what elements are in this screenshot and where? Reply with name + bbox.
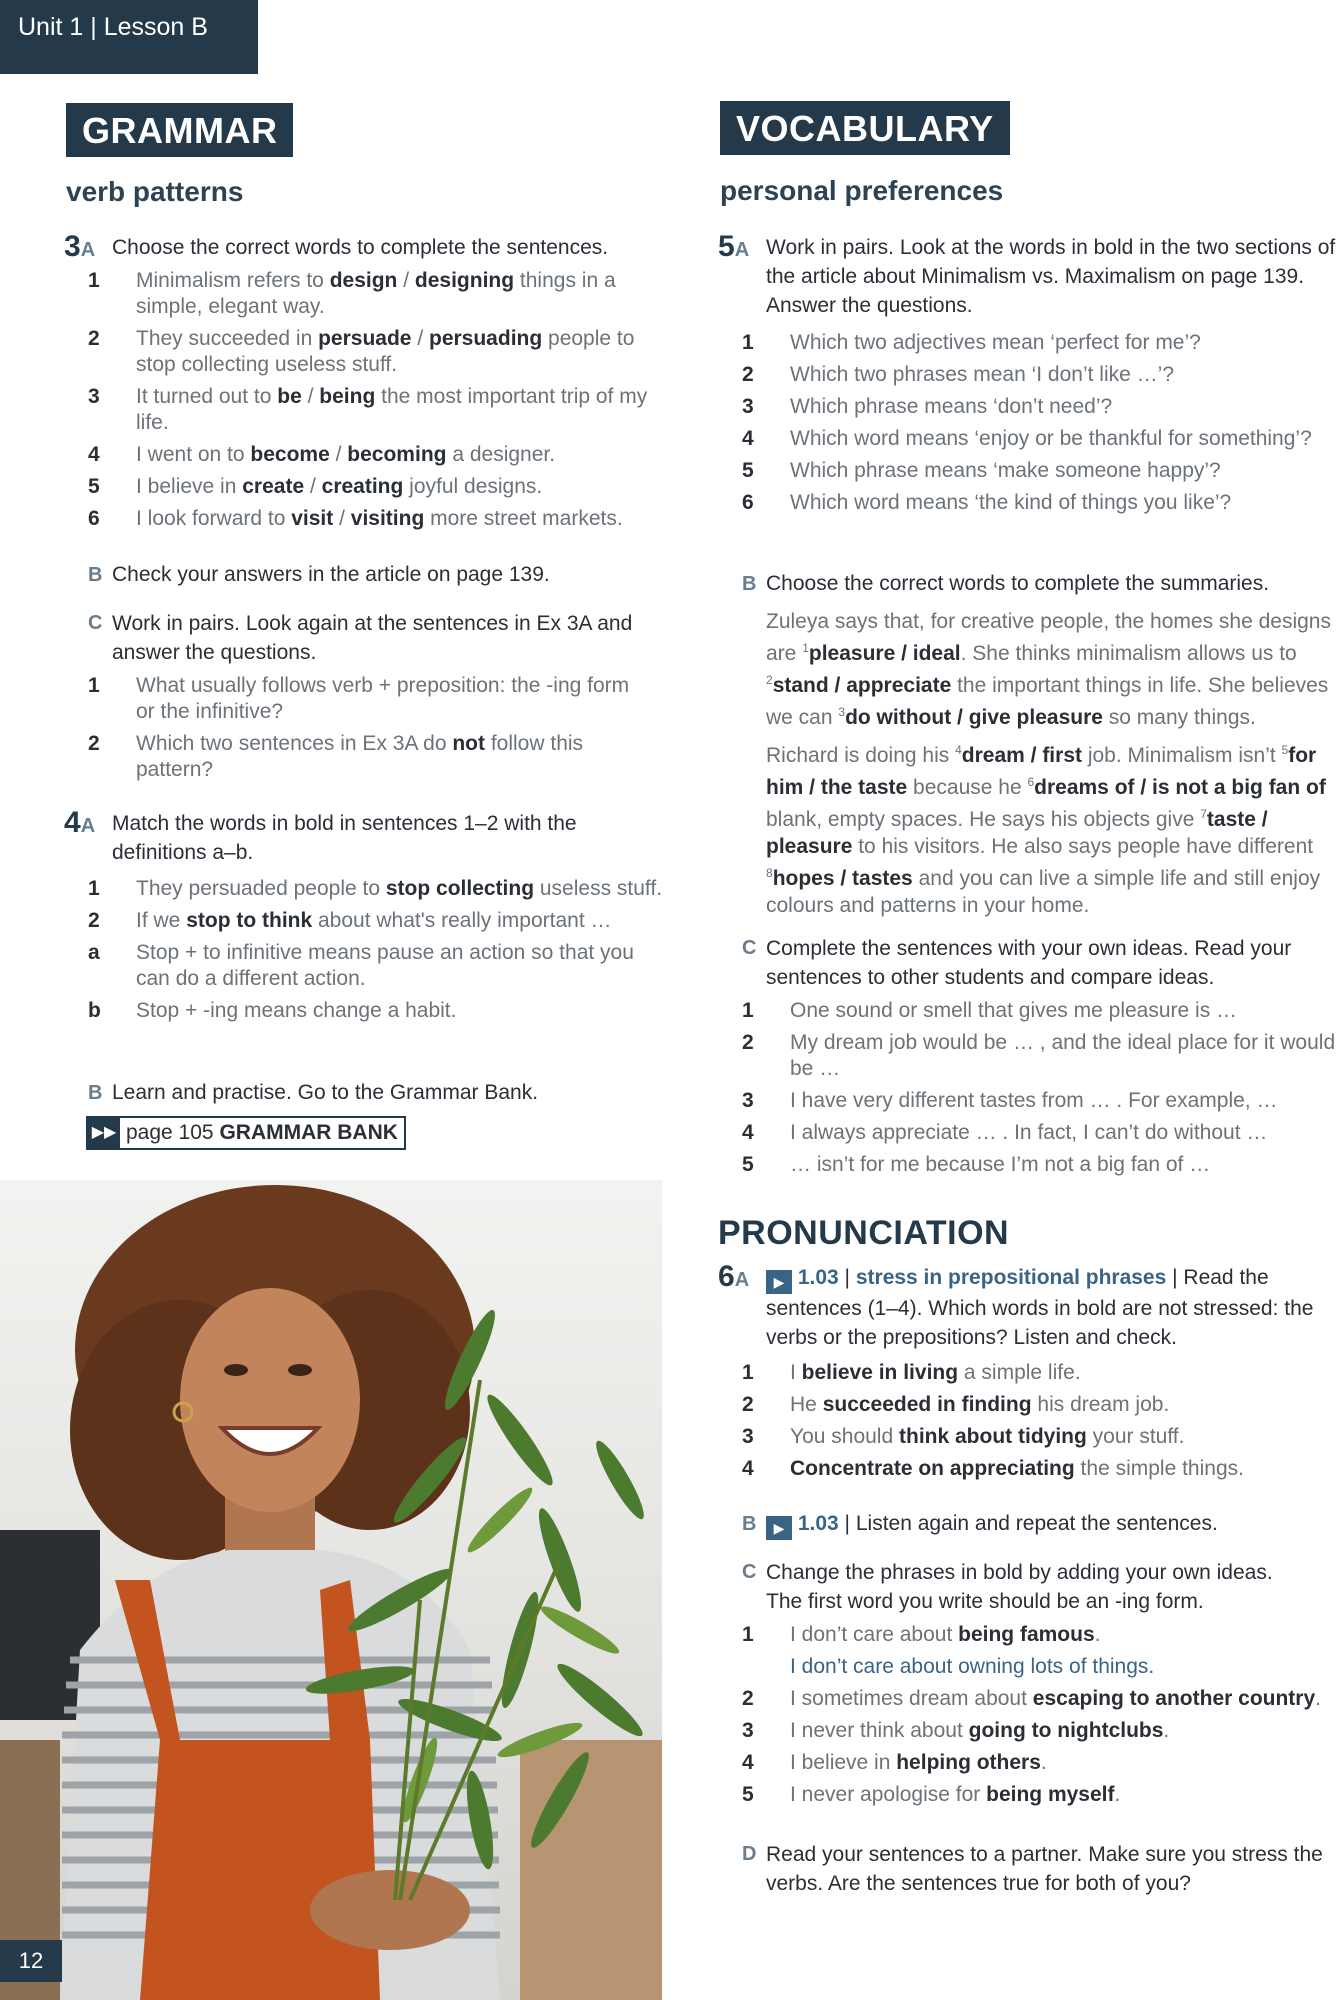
list-item: 2 Which two sentences in Ex 3A do not follow this pattern? (88, 732, 584, 781)
exercise-letter: C (742, 937, 757, 959)
link-bank: GRAMMAR BANK (219, 1121, 398, 1144)
list-item: 3 It turned out to be / being the most important trip of my life. (88, 385, 648, 434)
exercise-number: 5 (718, 230, 735, 263)
exercise-instruction: Read your sentences to a partner. Make sure you stress the verbs. Are the sentences true for both of you? (766, 1843, 1323, 1895)
exercise-instruction: Listen again and repeat the sentences. (855, 1512, 1218, 1535)
exercise-3b (88, 560, 668, 589)
list-item: 3 You should think about tidying your stuff. (742, 1425, 1185, 1448)
list-item: 3 I have very different tastes from … . For example, … (742, 1089, 1278, 1112)
exercise-letter: B (88, 1082, 103, 1104)
vocabulary-subtitle: personal preferences (720, 175, 1004, 206)
audio-icon[interactable]: ▶ (766, 1516, 792, 1540)
exercise-letter: C (742, 1561, 757, 1583)
exercise-5b (742, 569, 1338, 919)
exercise-instruction: Check your answers in the article on page 139. (112, 563, 550, 586)
list-item: 1 What usually follows verb + preposition: the -ing form or the infinitive? (88, 674, 630, 723)
photo-illustration (0, 1180, 662, 2000)
list-item: 2 If we stop to think about what's really important … (88, 909, 612, 932)
list-item: 2 My dream job would be … , and the ideal place for it would be … (742, 1031, 1336, 1080)
list-item: 3 I never think about going to nightclubs. (742, 1719, 1170, 1742)
exercise-6c (742, 1558, 1338, 1808)
vocabulary-heading: VOCABULARY (720, 101, 1010, 155)
list-item: 4 I always appreciate … . In fact, I can’t do without … (742, 1121, 1268, 1144)
exercise-instruction: Learn and practise. Go to the Grammar Bank. (112, 1081, 539, 1104)
exercise-6b: B ▶ 1.03 | Listen again and repeat the sentences. (742, 1509, 1338, 1540)
exercise-instruction: Work in pairs. Look at the words in bold in the two sections of the article about Minimalism vs. Maximalism on page 139. Answer the questions. (766, 236, 1336, 317)
exercise-6a (718, 1260, 1338, 1482)
exercise-letter: C (88, 612, 103, 634)
summary-zuleya: Zuleya says that, for creative people, the homes she designs are $^1$pleasure / ideal. She thinks minimalism allows us to $^2$stand / appreciate the important things in life. She believes we can $^3$do without / give pleasure so many things. (766, 610, 1331, 729)
unit-label: Unit 1 (18, 13, 84, 41)
exercise-letter: A (734, 239, 750, 261)
audio-track-number: 1.03 (797, 1512, 839, 1535)
list-item: 2 Which two phrases mean ‘I don’t like …’? (742, 363, 1174, 386)
audio-icon[interactable]: ▶ (766, 1270, 792, 1294)
exercise-4b (88, 1078, 668, 1107)
list-item: 1 They persuaded people to stop collecting useless stuff. (88, 877, 663, 900)
exercise-letter: A (80, 815, 96, 837)
list-item: 3 Which phrase means ‘don’t need’? (742, 395, 1113, 418)
exercise-5a (718, 230, 1338, 516)
grammar-heading: GRAMMAR (66, 103, 293, 157)
definition-item: b Stop + -ing means change a habit. (88, 999, 457, 1022)
list-item: 5 … isn’t for me because I’m not a big fan of … (742, 1153, 1211, 1176)
list-item: 2 They succeeded in persuade / persuading people to stop collecting useless stuff. (88, 327, 635, 376)
exercise-letter: B (88, 564, 103, 586)
exercise-6d (742, 1840, 1338, 1898)
exercise-instruction: ▶ 1.03 | stress in prepositional phrases | Read the sentences (1–4). Which words in bold are not stressed: the verbs or the prepositions? Listen and check. (766, 1266, 1314, 1349)
list-item: 6 Which word means ‘the kind of things you like’? (742, 491, 1232, 514)
lesson-label: Lesson B (103, 13, 208, 41)
exercise-instruction: Work in pairs. Look again at the sentences in Ex 3A and answer the questions. (112, 612, 633, 664)
exercise-letter: A (734, 1269, 750, 1291)
fast-forward-icon: ▶▶ (88, 1118, 120, 1148)
grammar-bank-link[interactable] (86, 1116, 406, 1150)
link-page: page 105 (126, 1121, 214, 1144)
page-number: 12 (0, 1940, 62, 1982)
exercise-3a (64, 230, 664, 532)
audio-track-number: 1.03 (797, 1266, 839, 1289)
list-item: 4 I believe in helping others. (742, 1751, 1047, 1774)
list-item: 1 Minimalism refers to design / designing things in a simple, elegant way. (88, 269, 616, 318)
exercise-3c (88, 609, 648, 783)
exercise-instruction: Change the phrases in bold by adding your own ideas. The first word you write should be an -ing form. (766, 1561, 1273, 1613)
list-item: 5 Which phrase means ‘make someone happy’? (742, 459, 1221, 482)
definition-item: a Stop + to infinitive means pause an action so that you can do a different action. (88, 941, 634, 990)
list-item: 5 I never apologise for being myself. (742, 1783, 1121, 1806)
list-item: 2 I sometimes dream about escaping to another country. (742, 1687, 1321, 1710)
list-item: 1 One sound or smell that gives me pleasure is … (742, 999, 1238, 1022)
pronunciation-heading: PRONUNCIATION (718, 1214, 1010, 1252)
list-item: 5 I believe in create / creating joyful designs. (88, 475, 543, 498)
exercise-letter: B (742, 573, 757, 595)
list-item: 4 Which word means ‘enjoy or be thankful for something’? (742, 427, 1312, 450)
list-item: 4 I went on to become / becoming a designer. (88, 443, 556, 466)
pronunciation-topic: stress in prepositional phrases (855, 1266, 1167, 1289)
list-item: 4 Concentrate on appreciating the simple things. (742, 1457, 1244, 1480)
exercise-letter: A (80, 239, 96, 261)
unit-lesson-tab: Unit 1 | Lesson B (0, 0, 258, 74)
exercise-number: 6 (718, 1260, 735, 1293)
summary-richard: Richard is doing his $^4$dream / first job. Minimalism isn’t $^5$for him / the taste because he $^6$dreams of / is not a big fan of blank, empty spaces. He says his objects give $^7$taste / pleasure to his visitors. He also says people have different $^8$hopes / tastes and you can live a simple life and still enjoy colours and patterns in your home. (766, 743, 1326, 917)
exercise-number: 3 (64, 230, 81, 263)
grammar-subtitle: verb patterns (66, 176, 244, 207)
exercise-letter: B (742, 1513, 757, 1535)
exercise-instruction: Complete the sentences with your own ideas. Read your sentences to other students and compare ideas. (766, 937, 1292, 989)
list-item: 2 He succeeded in finding his dream job. (742, 1393, 1170, 1416)
exercise-5c (742, 934, 1338, 1178)
exercise-instruction: Choose the correct words to complete the sentences. (112, 236, 609, 259)
exercise-instruction: Choose the correct words to complete the summaries. (766, 572, 1270, 595)
exercise-number: 4 (64, 806, 81, 839)
example-answer: I don’t care about owning lots of things. (790, 1655, 1155, 1678)
exercise-instruction: Match the words in bold in sentences 1–2 with the definitions a–b. (112, 812, 577, 864)
woman-with-plant-photo (0, 1180, 662, 2000)
list-item: 6 I look forward to visit / visiting more street markets. (88, 507, 623, 530)
list-item: 1 Which two adjectives mean ‘perfect for me’? (742, 331, 1201, 354)
exercise-4a (64, 806, 664, 1024)
exercise-letter: D (742, 1843, 757, 1865)
list-item: 1 I don’t care about being famous. (742, 1623, 1101, 1646)
list-item: 1 I believe in living a simple life. (742, 1361, 1081, 1384)
